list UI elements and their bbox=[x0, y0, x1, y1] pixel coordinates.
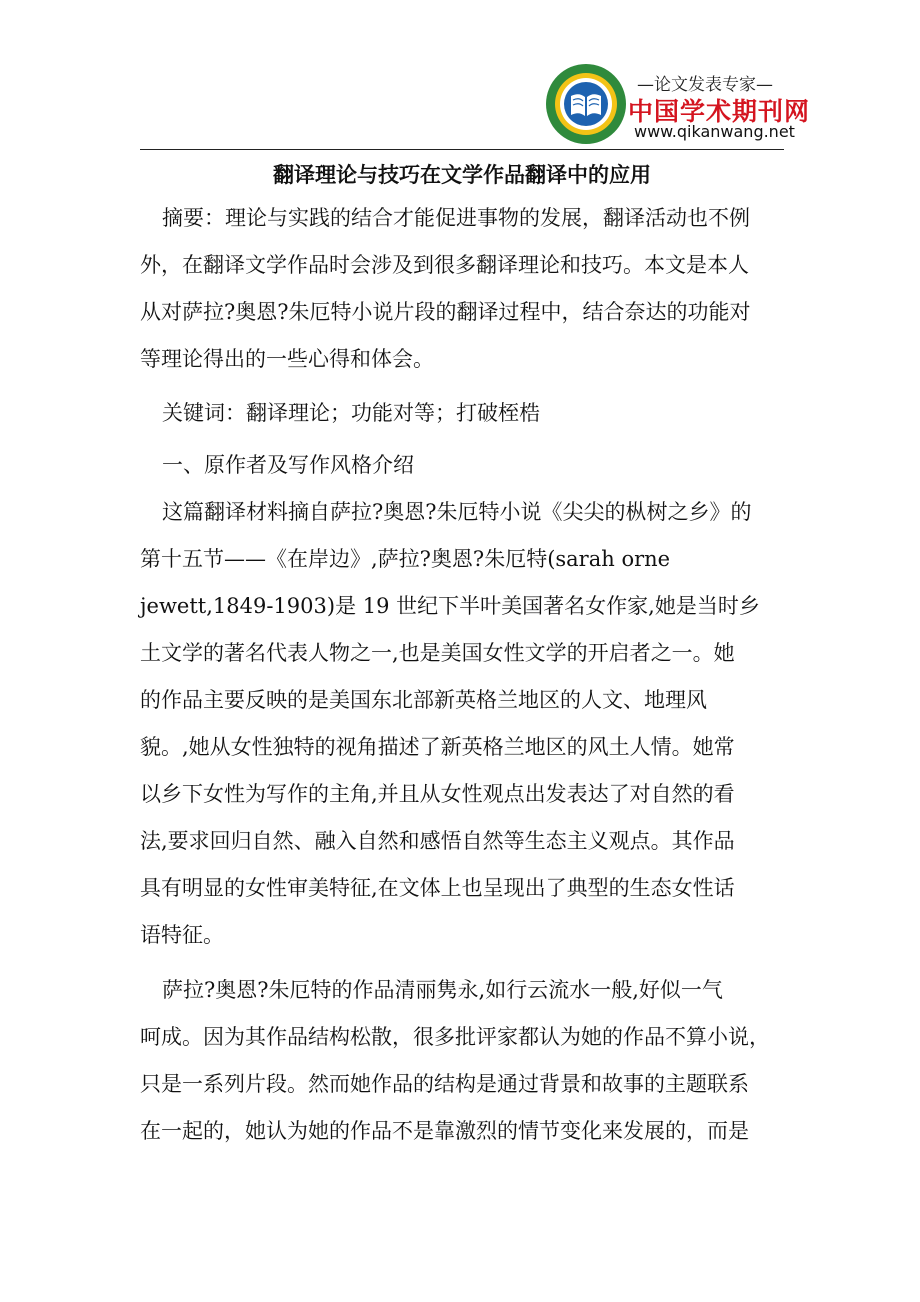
paragraph-line: 以乡下女性为写作的主角,并且从女性观点出发表达了对自然的看 bbox=[140, 782, 735, 806]
paragraph-line: 外，在翻译文学作品时会涉及到很多翻译理论和技巧。本文是本人 bbox=[140, 253, 749, 277]
paragraph-line: 法,要求回归自然、融入自然和感悟自然等生态主义观点。其作品 bbox=[140, 829, 735, 853]
paragraph-line: 在一起的，她认为她的作品不是靠激烈的情节变化来发展的，而是 bbox=[140, 1119, 749, 1143]
document-title: 翻译理论与技巧在文学作品翻译中的应用 bbox=[273, 162, 651, 187]
paragraph-line: 萨拉?奥恩?朱厄特的作品清丽隽永,如行云流水一般,好似一气 bbox=[162, 978, 723, 1002]
paragraph-line: 语特征。 bbox=[140, 923, 224, 947]
site-logo bbox=[544, 62, 811, 150]
paragraph-line: 只是一系列片段。然而她作品的结构是通过背景和故事的主题联系 bbox=[140, 1072, 749, 1096]
paragraph-line: 呵成。因为其作品结构松散，很多批评家都认为她的作品不算小说， bbox=[140, 1025, 770, 1049]
book-seal-icon bbox=[544, 62, 628, 146]
logo-name: 中国学术期刊网 bbox=[628, 97, 811, 126]
paragraph-line: 貌。,她从女性独特的视角描述了新英格兰地区的风土人情。她常 bbox=[140, 735, 735, 759]
paragraph-line: 从对萨拉?奥恩?朱厄特小说片段的翻译过程中，结合奈达的功能对 bbox=[140, 300, 751, 324]
paragraph-line: jewett,1849-1903)是 19 世纪下半叶美国著名女作家,她是当时乡 bbox=[140, 594, 760, 618]
logo-tagline: —论文发表专家— bbox=[637, 75, 773, 95]
keywords-line: 关键词：翻译理论；功能对等；打破桎梏 bbox=[162, 401, 540, 425]
page-header bbox=[140, 62, 811, 152]
paragraph-line: 这篇翻译材料摘自萨拉?奥恩?朱厄特小说《尖尖的枞树之乡》的 bbox=[162, 500, 752, 524]
paragraph-line: 第十五节——《在岸边》,萨拉?奥恩?朱厄特(sarah orne bbox=[140, 547, 671, 571]
header-rule bbox=[140, 149, 784, 150]
paragraph-line: 等理论得出的一些心得和体会。 bbox=[140, 347, 434, 371]
paragraph-line: 具有明显的女性审美特征,在文体上也呈现出了典型的生态女性话 bbox=[140, 876, 735, 900]
logo-url: www.qikanwang.net bbox=[634, 122, 795, 141]
paragraph-line: 的作品主要反映的是美国东北部新英格兰地区的人文、地理风 bbox=[140, 688, 707, 712]
section-heading: 一、原作者及写作风格介绍 bbox=[162, 453, 414, 477]
paragraph-line: 摘要：理论与实践的结合才能促进事物的发展，翻译活动也不例 bbox=[162, 206, 750, 230]
paragraph-line: 土文学的著名代表人物之一,也是美国女性文学的开启者之一。她 bbox=[140, 641, 735, 665]
